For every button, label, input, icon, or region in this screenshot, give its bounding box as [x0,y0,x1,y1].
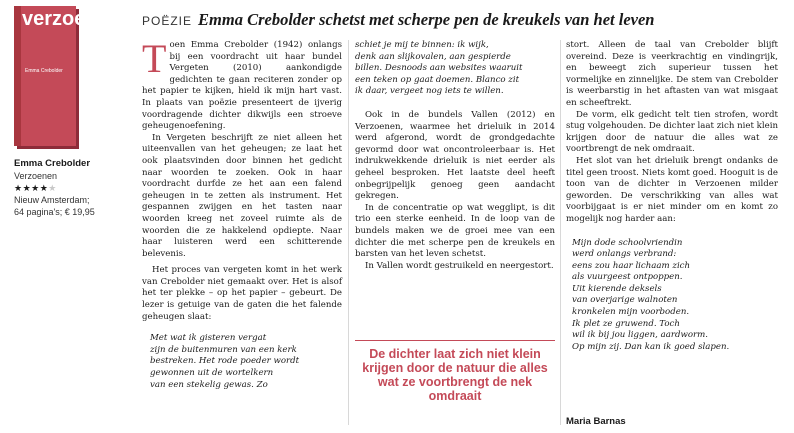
rating-filled: ★★★★ [14,183,49,193]
poem-line: als vuurgeest ontpoppen. [572,272,683,283]
poem-line: denk aan slijkovalen, aan gespierde [355,51,511,62]
drop-cap: T [142,36,167,81]
poem-line: een teken op gaat doemen. Blanco zit [355,74,520,85]
paragraph-text: oen Emma Crebolder (1942) onlangs bij een voordracht uit haar bundel Vergeten (2010) aankondigde gedichten te gaan reciteren zonder op het papier te kijken, hield ik mijn hart vast. In plaats van poëzie presenteert de ijverig voordragende dichter dikwijls een stroeve geheugenoefening. [142,40,342,132]
poem-excerpt [566,238,778,354]
article-column-3 [566,40,778,353]
poem-excerpt [355,40,555,98]
pull-quote: De dichter laat zich niet klein krijgen door de natuur die alles wat ze voortbrengt de nek omdraait [355,340,555,403]
poem-line: van overjarige walnoten [572,295,678,306]
poem-line: bestreken. Het rode poeder wordt [150,356,300,367]
paragraph: Het proces van vergeten komt in het werk van Crebolder niet gemaakt over. Het is alsof het ter plekke – op het papier – gebeurt. De lezer is getuige van de gaten die het falende geheugen slaat: [142,265,342,322]
poem-excerpt [142,333,342,391]
book-author: Emma Crebolder [14,158,91,169]
poem-line: billen. Desnoods aan websites waaruit [355,63,523,74]
poem-line: van een stekelig gewas. Zo [150,379,268,390]
book-meta [14,158,132,218]
article-column-1 [142,36,342,391]
poem-line: Uit kierende deksels [572,283,662,294]
paragraph: In Vallen wordt gestruikeld en neergestort. [365,260,554,271]
poem-line: werd onlangs verbrand: [572,249,677,260]
paragraph: De vorm, elk gedicht telt tien strofen, wordt stug volgehouden. De dichter laat zich niet klein krijgen door de natuur die alles wat ze voortbrengt de nek omdraait. [566,109,778,155]
poem-line: zijn de buitenmuren van een kerk [150,344,297,355]
book-cover-title: verzoenen [22,8,121,30]
headline: Emma Crebolder schetst met scherpe pen de kreukels van het leven [198,10,655,29]
poem-line: Ik plet ze gruwend. Toch [572,318,680,329]
book-cover [14,6,121,146]
poem-line: ik daar, vergeet nog iets te willen. [355,86,504,97]
paragraph [142,36,342,133]
book-publisher: Nieuw Amsterdam; [14,195,90,205]
sidebar [0,0,136,433]
article-header [142,10,792,30]
paragraph: stort. Alleen de taal van Crebolder blijft overeind. Deze is veerkrachtig en vindingrijk, en beweegt zich superieur tussen het vormelijke en zinnelijke. De stem van Crebolder is weerbarstig in het aftasten van wat misgaat en scheeftrekt. [566,40,778,108]
rating-stars [14,182,132,194]
book-details: 64 pagina's; € 19,95 [14,207,95,217]
poem-line: wil ik bij jou liggen, aardworm. [572,330,708,341]
poem-line: Op mijn zij. Dan kan ik goed slapen. [572,341,730,352]
paragraph: Het slot van het drieluik brengt ondanks de titel geen troost. Niets komt goed. Hooguit is de toon van de dichter in Verzoenen milder geworden. De verschrikking van alles wat voorbijgaat is er niet minder om en komt zo mogelijk nog harder aan: [566,155,778,224]
poem-line: eens zou haar lichaam zich [572,260,691,271]
rating-empty: ★ [48,183,57,193]
column-divider [560,40,561,425]
poem-line: Met wat ik gisteren vergat [150,333,267,344]
article-column-2 [355,40,555,272]
byline: Maria Barnas [566,416,626,427]
poem-line: gewonnen uit de wortelkern [150,368,274,379]
poem-line: schiet je mij te binnen: ik wijk, [355,40,489,50]
section-label: POËZIE [142,14,193,28]
paragraph: In Vergeten beschrijft ze niet alleen het uiteenvallen van het geheugen; ze laat het ook plaatsvinden door binnen het gedicht naar woorden te zoeken. Ook in haar voordracht durfde ze het aan een falend geheugen in te zetten als instrument. Het gespannen zwijgen en het tasten naar woorden kreeg net zoveel ruimte als de woorden die ze hakkelend opdiepte. Naar haar luisteren werd een schitterende belevenis. [142,132,342,259]
book-title: Verzoenen [14,171,58,181]
poem-line: Mijn dode schoolvriendin [572,237,683,248]
column-divider [348,40,349,425]
paragraph: In de concentratie op wat wegglipt, is dit trio een sterke eenheid. In de loop van de bundels maken we de groei mee van een dichter die met scherpe pen de kreukels en barsten van het leven schetst. [355,202,555,260]
book-spine [14,6,21,146]
paragraph: Ook in de bundels Vallen (2012) en Verzoenen, waarmee het drieluik in 2014 werd afgerond, wordt de grondgedachte gevormd door wat oncontroleerbaar is. Het indrukwekkende drieluik is niet eerder als geheel besproken. Het laatste deel heeft onbegrijpelijk genoeg geen aandacht gekregen. [355,109,555,202]
poem-line: kronkelen mijn voorboden. [572,307,690,318]
book-cover-author: Emma Crebolder [25,68,63,74]
